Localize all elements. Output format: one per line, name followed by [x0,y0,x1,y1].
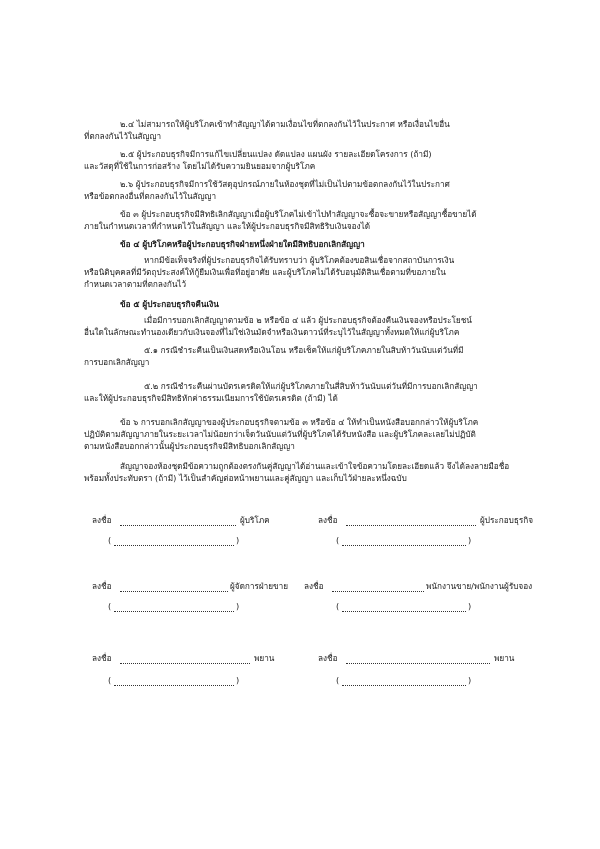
paren-close: ) [236,535,240,545]
sign-label: ลงชื่อ [92,581,112,591]
clause-6-line2: ปฏิบัติตามสัญญาภายในระยะเวลาไม่น้อยกว่าเจ็ดวันนับแต่วันที่ผู้บริโภคได้รับหนังสือ และผู้บริโภคละเลยไม่ปฏิบัติ [84,429,476,439]
signature-line[interactable] [120,524,236,526]
name-line[interactable] [114,544,234,546]
clause-2-6-line1: ๒.๖ ผู้ประกอบธุรกิจมีการใช้วัสดุอุปกรณ์ภายในห้องชุดที่ไม่เป็นไปตามข้อตกลงกันไว้ในประกาศ [120,179,450,189]
clause-2-6-line2: หรือข้อตกลงอื่นที่ตกลงกันไว้ในสัญญา [84,191,217,201]
clause-5-2-line1: ๕.๒ กรณีชำระคืนผ่านบัตรเครดิตให้แก่ผู้บริโภคภายในสี่สิบห้าวันนับแต่วันที่มีการบอกเลิกสัญญา [144,381,478,391]
signature-line[interactable] [120,662,250,664]
paren-close: ) [468,601,472,611]
clause-4 [84,254,524,290]
clause-2-6 [84,178,524,202]
role-witness: พยาน [494,653,515,663]
signature-line[interactable] [346,524,476,526]
clause-5-line1: เมื่อมีการบอกเลิกสัญญาตามข้อ ๒ หรือข้อ ๔ แล้ว ผู้ประกอบธุรกิจต้องคืนเงินจองหรือประโยชน์ [144,315,472,325]
clause-4-line3: กำหนดเวลาตามที่ตกลงกันไว้ [84,279,187,289]
role-sales-staff: พนักงานขาย/พนักงานผู้รับจอง [426,581,533,591]
paren-close: ) [468,535,472,545]
sign-label: ลงชื่อ [318,515,338,525]
clause-3-line1: ข้อ ๓ ผู้ประกอบธุรกิจมีสิทธิเลิกสัญญาเมื่อผู้บริโภคไม่เข้าไปทำสัญญาจะซื้อจะขายหรือสัญญาซื้อขายได้ [120,209,477,219]
closing-line1: สัญญาจองห้องชุดมีข้อความถูกต้องตรงกันคู่สัญญาได้อ่านและเข้าใจข้อความโดยละเอียดแล้ว จึงได้ลงลายมือชื่อ [120,461,510,471]
clause-2-4 [84,118,524,142]
clause-5-2-line2: และให้ผู้ประกอบธุรกิจมีสิทธิหักค่าธรรมเนียมการใช้บัตรเครดิต (ถ้ามี) ได้ [84,393,338,403]
clause-5-heading: ข้อ ๕ ผู้ประกอบธุรกิจคืนเงิน [120,299,219,309]
clause-5-1-line1: ๕.๑ กรณีชำระคืนเป็นเงินสดหรือเงินโอน หรือเช็คให้แก่ผู้บริโภคภายในสิบห้าวันนับแต่วันที่มี [144,345,464,355]
sign-label: ลงชื่อ [92,653,112,663]
paren-close: ) [468,675,472,685]
clause-6-line3: ตามหนังสือบอกกล่าวนั้นผู้ประกอบธุรกิจมีสิทธิบอกเลิกสัญญา [84,441,295,451]
clause-2-5 [84,148,524,172]
paren-open: ( [336,535,340,545]
clause-6-line1: ข้อ ๖ การบอกเลิกสัญญาของผู้ประกอบธุรกิจตามข้อ ๓ หรือข้อ ๔ ให้ทำเป็นหนังสือบอกกล่าวให้ผู้บริโภค [120,417,479,427]
name-line[interactable] [342,684,466,686]
signature-line[interactable] [332,590,424,592]
clause-4-heading: ข้อ ๔ ผู้บริโภคหรือผู้ประกอบธุรกิจฝ่ายหนึ่งฝ่ายใดมีสิทธิบอกเลิกสัญญา [120,239,365,249]
sign-label: ลงชื่อ [304,581,324,591]
sign-label: ลงชื่อ [318,653,338,663]
paren-open: ( [108,675,112,685]
sign-label: ลงชื่อ [92,515,112,525]
paren-close: ) [236,601,240,611]
role-witness: พยาน [254,653,275,663]
clause-4-line2: หรือนิติบุคคลที่มีวัตถุประสงค์ให้กู้ยืมเงินเพื่อที่อยู่อาศัย และผู้บริโภคไม่ได้รับอนุมัติสินเชื่อตามที่ขอภายใน [84,267,446,277]
clause-5 [84,314,524,338]
role-business: ผู้ประกอบธุรกิจ [480,515,534,525]
name-line[interactable] [342,544,466,546]
signature-line[interactable] [346,662,490,664]
clause-3-line2: ภายในกำหนดเวลาที่กำหนดไว้ในสัญญา และให้ผู้ประกอบธุรกิจมีสิทธิริบเงินจองได้ [84,221,371,231]
name-line[interactable] [342,610,466,612]
clause-5-1-line2: การบอกเลิกสัญญา [84,357,150,367]
clause-2-4-line1: ๒.๔ ไม่สามารถให้ผู้บริโภคเข้าทำสัญญาได้ตามเงื่อนไขที่ตกลงกันไว้ในประกาศ หรือเงื่อนไขอื่น [120,119,450,129]
clause-2-4-line2: ที่ตกลงกันไว้ในสัญญา [84,131,162,141]
clause-2-5-line1: ๒.๕ ผู้ประกอบธุรกิจมีการแก้ไขเปลี่ยนแปลง ดัดแปลง แผนผัง รายละเอียดโครงการ (ถ้ามี) [120,149,432,159]
paren-close: ) [236,675,240,685]
clause-5-1 [84,344,524,368]
clause-5-2 [84,380,524,404]
paren-open: ( [336,675,340,685]
clause-4-line1: หากมีข้อเท็จจริงที่ผู้ประกอบธุรกิจได้รับทราบว่า ผู้บริโภคต้องขอสินเชื่อจากสถาบันการเงิน [144,255,455,265]
name-line[interactable] [114,684,234,686]
role-consumer: ผู้บริโภค [240,515,270,525]
clause-6 [84,416,524,452]
paren-open: ( [108,535,112,545]
closing-statement [84,460,524,484]
paren-open: ( [108,601,112,611]
role-sales-manager: ผู้จัดการฝ่ายขาย [230,581,289,591]
clause-5-line2: อื่นใดในลักษณะทำนองเดียวกับเงินจองที่ไม่ใช่เงินมัดจำหรือเงินดาวน์ที่ระบุไว้ในสัญญาทั้งหมดให้แก่ผู้บริโภค [84,327,460,337]
name-line[interactable] [114,610,234,612]
signature-line[interactable] [120,590,228,592]
clause-3 [84,208,524,232]
paren-open: ( [336,601,340,611]
clause-2-5-line2: และวัสดุที่ใช้ในการก่อสร้าง โดยไม่ได้รับความยินยอมจากผู้บริโภค [84,161,316,171]
closing-line2: พร้อมทั้งประทับตรา (ถ้ามี) ไว้เป็นสำคัญต่อหน้าพยานและคู่สัญญา และเก็บไว้ฝ่ายละหนึ่งฉบับ [84,473,407,483]
